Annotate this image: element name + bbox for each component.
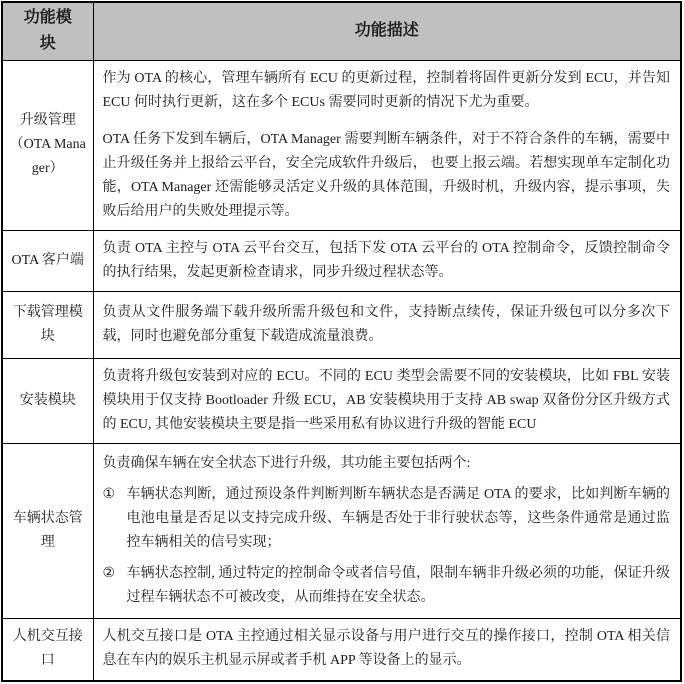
table-row-install-module <box>2 358 681 443</box>
ota-function-table <box>1 1 682 682</box>
description-cell-upgrade-manager <box>93 60 681 230</box>
table-row-hmi-interface <box>2 618 681 681</box>
module-cell-download-manager: 下载管理模块 <box>2 291 93 358</box>
description-paragraph: 作为 OTA 的核心，管理车辆所有 ECU 的更新过程，控制着将固件更新分发到 ECU，并告知 ECU 何时执行更新，这在多个 ECUs 需要同时更新的情况下尤为重要。 <box>102 70 670 110</box>
description-paragraph: 负责将升级包安装到对应的 ECU。不同的 ECU 类型会需要不同的安装模块，比如 FBL 安装模块用于仅支持 Bootloader 升级 ECU，AB 安装模块用于支持 AB swap 双备份分区升级方式的 ECU, 其他安装模块主要是指一些采用私有协议进行升级的智能 ECU <box>102 368 670 432</box>
header-row <box>2 2 681 60</box>
table-row-download-manager <box>2 291 681 358</box>
description-cell-install-module <box>93 358 681 443</box>
bullet-text: 车辆状态判断，通过预设条件判断判断车辆状态是否满足 OTA 的要求，比如判断车辆的电池电量是否足以支持完成升级、车辆是否处于非行驶状态等，这些条件通常是通过监控车辆相关的信号实现； <box>126 486 670 550</box>
description-cell-vehicle-state-manager <box>93 443 681 618</box>
description-paragraph: 人机交互接口是 OTA 主控通过相关显示设备与用户进行交互的操作接口，控制 OTA 相关信息在车内的娱乐主机显示屏或者手机 APP 等设备上的显示。 <box>102 629 670 669</box>
description-cell-download-manager <box>93 291 681 358</box>
header-function-description: 功能描述 <box>93 2 681 60</box>
bullet-marker: ① <box>102 486 116 502</box>
description-paragraph: 负责从文件服务端下载升级所需升级包和文件，支持断点续传，保证升级包可以分多次下载，同时也避免部分重复下载造成流量浪费。 <box>102 304 670 344</box>
module-cell-vehicle-state-manager: 车辆状态管理 <box>2 443 93 618</box>
header-function-module: 功能模块 <box>2 2 93 60</box>
bullet-marker: ② <box>102 565 116 581</box>
table-row-vehicle-state-manager <box>2 443 681 618</box>
description-cell-hmi-interface <box>93 618 681 681</box>
table-row-upgrade-manager <box>2 60 681 230</box>
description-paragraph: 负责确保车辆在安全状态下进行升级，其功能主要包括两个: <box>102 455 471 471</box>
module-cell-upgrade-manager: 升级管理（OTA Manager） <box>2 60 93 230</box>
module-cell-install-module: 安装模块 <box>2 358 93 443</box>
module-cell-ota-client: OTA 客户端 <box>2 230 93 291</box>
description-cell-ota-client <box>93 230 681 291</box>
bullet-text: 车辆状态控制, 通过特定的控制命令或者信号值，限制车辆非升级必须的功能，保证升级过程车辆状态不可被改变，从而维持在安全状态。 <box>126 565 670 605</box>
description-paragraph: OTA 任务下发到车辆后，OTA Manager 需要判断车辆条件，对于不符合条件的车辆，需要中止升级任务并上报给云平台，安全完成软件升级后， 也要上报云端。若想实现单车定制化功能，OTA Manager 还需能够灵活定义升级的具体范围，升级时机，升级内容，提示事项，失败后给用户的失败处理提示等。 <box>102 131 670 219</box>
description-bullet-item <box>103 562 671 610</box>
module-cell-hmi-interface: 人机交互接口 <box>2 618 93 681</box>
table-row-ota-client <box>2 230 681 291</box>
description-bullet-item <box>103 483 671 555</box>
description-paragraph: 负责 OTA 主控与 OTA 云平台交互，包括下发 OTA 云平台的 OTA 控制命令，反馈控制命令的执行结果，发起更新检查请求，同步升级过程状态等。 <box>102 240 670 280</box>
